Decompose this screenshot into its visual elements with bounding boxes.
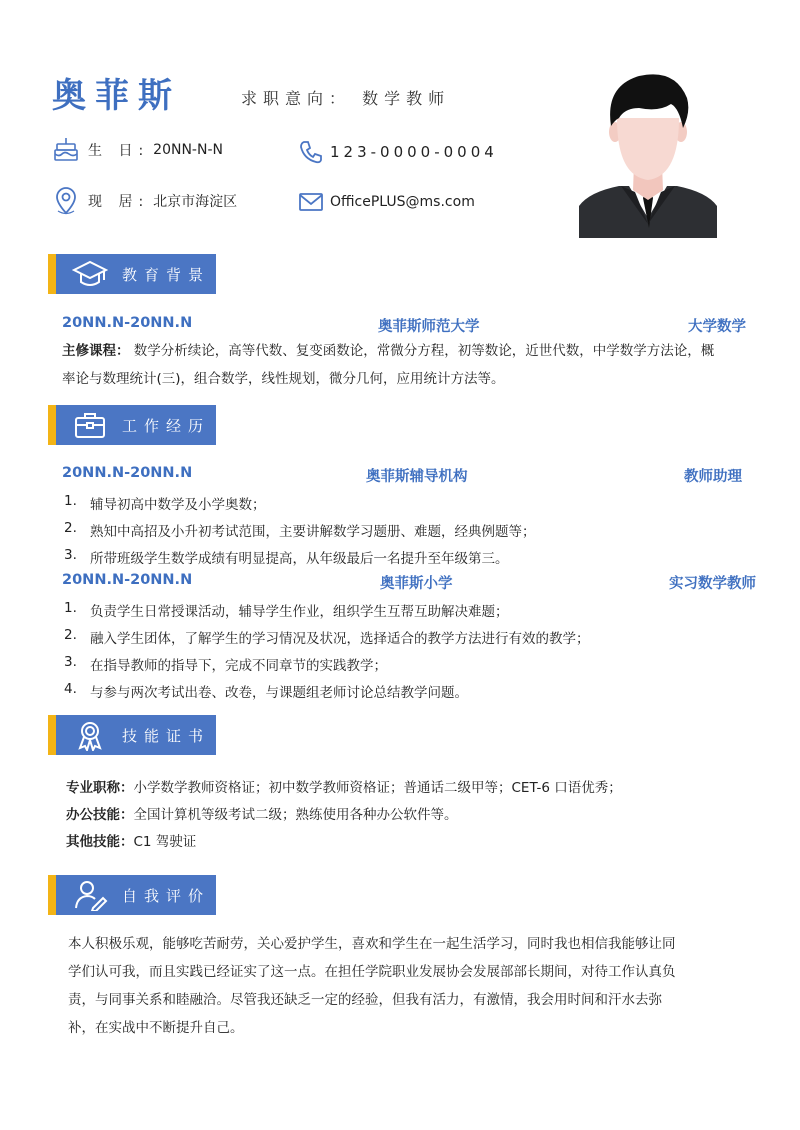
list-item: 1. 负责学生日常授课活动，辅导学生作业，组织学生互帮互助解决难题； <box>64 600 509 620</box>
education-major: 大学数学 <box>688 319 746 335</box>
cert-row <box>66 830 196 850</box>
mail-icon <box>298 191 324 213</box>
birthday-label: 生 日: <box>88 143 150 159</box>
section-title-work: 工作经历 <box>122 417 211 435</box>
residence-label: 现 居: <box>88 194 150 210</box>
section-title-certs: 技能证书 <box>122 727 211 745</box>
education-courses <box>62 337 762 393</box>
section-title-education: 教育背景 <box>122 266 211 284</box>
email-value: OfficePLUS@ms.com <box>330 194 475 210</box>
phone-info <box>298 139 498 165</box>
cert-label: 办公技能： <box>66 807 134 823</box>
cert-label: 专业职称： <box>66 780 134 796</box>
award-ribbon-icon <box>72 719 108 751</box>
education-period: 20NN.N-20NN.N <box>62 315 193 331</box>
work-1-period: 20NN.N-20NN.N <box>62 465 193 481</box>
work-2-org: 奥菲斯小学 <box>380 576 453 592</box>
phone-value: 123-0000-0004 <box>330 143 498 161</box>
job-intent <box>241 86 450 109</box>
cert-row <box>66 803 458 823</box>
candidate-name: 奥菲斯 <box>52 76 181 116</box>
birthday-info <box>52 136 223 164</box>
section-header-self <box>48 875 216 915</box>
section-header-education <box>48 254 216 294</box>
list-item: 1. 辅导初高中数学及小学奥数； <box>64 493 266 513</box>
avatar <box>579 68 717 238</box>
work-1-role: 教师助理 <box>684 469 742 485</box>
phone-icon <box>298 139 324 165</box>
work-1-org: 奥菲斯辅导机构 <box>366 469 468 485</box>
self-evaluation: 本人积极乐观，能够吃苦耐劳，关心爱护学生，喜欢和学生在一起生活学习，同时我也相信我能够让同 学们认可我，而且实践已经证实了这一点。在担任学院职业发展协会发展部部长期间，对待工作认真负 责，与同事关系和睦融洽。尽管我还缺乏一定的经验，但我有活力，有激情，我会用时间和汗水去弥 补，在实战中不断提升自己。 <box>68 936 676 1036</box>
list-item: 2. 熟知中高招及小升初考试范围，主要讲解数学习题册、难题，经典例题等； <box>64 520 536 540</box>
list-item: 4. 与参与两次考试出卷、改卷，与课题组老师讨论总结教学问题。 <box>64 681 468 701</box>
cake-icon <box>52 136 80 164</box>
education-school: 奥菲斯师范大学 <box>378 319 480 335</box>
location-pin-icon <box>52 186 80 216</box>
residence-info <box>52 186 237 216</box>
list-item: 3. 所带班级学生数学成绩有明显提高，从年级最后一名提升至年级第三。 <box>64 547 509 567</box>
cert-label: 其他技能： <box>66 834 134 850</box>
section-header-certs <box>48 715 216 755</box>
residence-value: 北京市海淀区 <box>153 194 238 210</box>
list-item: 2. 融入学生团体，了解学生的学习情况及状况，选择适合的教学方法进行有效的教学； <box>64 627 590 647</box>
courses-label: 主修课程： <box>62 343 130 359</box>
job-intent-value: 数学教师 <box>362 89 451 108</box>
list-item: 3. 在指导教师的指导下，完成不同章节的实践教学； <box>64 654 387 674</box>
courses-line-2: 率论与数理统计(三)，组合数学，线性规划，微分几何，应用统计方法等。 <box>62 371 505 387</box>
user-edit-icon <box>72 879 108 911</box>
briefcase-icon <box>72 409 108 441</box>
email-info <box>298 191 475 213</box>
cert-row <box>66 776 622 796</box>
work-2-period: 20NN.N-20NN.N <box>62 572 193 588</box>
section-header-work <box>48 405 216 445</box>
birthday-value: 20NN-N-N <box>153 142 223 158</box>
cert-value: 小学数学教师资格证；初中数学教师资格证；普通话二级甲等；CET-6 口语优秀； <box>133 780 622 796</box>
job-intent-label: 求职意向： <box>241 89 352 108</box>
cert-value: 全国计算机等级考试二级；熟练使用各种办公软件等。 <box>133 807 458 823</box>
courses-line-1: 数学分析续论，高等代数、复变函数论，常微分方程，初等数论，近世代数，中学数学方法论，概 <box>133 343 715 359</box>
graduation-cap-icon <box>72 258 108 290</box>
work-2-role: 实习数学教师 <box>669 576 756 592</box>
section-title-self: 自我评价 <box>122 887 211 905</box>
cert-value: C1 驾驶证 <box>133 834 197 850</box>
